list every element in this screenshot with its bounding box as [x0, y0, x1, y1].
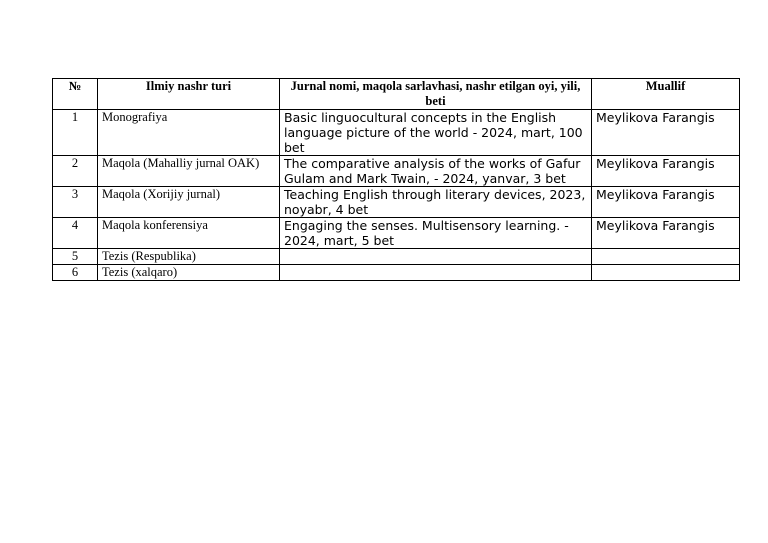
row-author	[592, 265, 740, 281]
row-number: 4	[53, 218, 98, 249]
header-number: №	[53, 79, 98, 110]
row-journal-title: Engaging the senses. Multisensory learning. - 2024, mart, 5 bet	[280, 218, 592, 249]
row-journal-title: The comparative analysis of the works of Gafur Gulam and Mark Twain, - 2024, yanvar, 3 bet	[280, 156, 592, 187]
row-number: 2	[53, 156, 98, 187]
header-journal-title: Jurnal nomi, maqola sarlavhasi, nashr etilgan oyi, yili, beti	[280, 79, 592, 110]
table-row	[53, 187, 740, 218]
row-publication-type: Maqola (Mahalliy jurnal OAK)	[98, 156, 280, 187]
publications-table	[52, 78, 740, 281]
row-author: Meylikova Farangis	[592, 156, 740, 187]
row-number: 6	[53, 265, 98, 281]
table-row	[53, 218, 740, 249]
header-publication-type: Ilmiy nashr turi	[98, 79, 280, 110]
row-author: Meylikova Farangis	[592, 187, 740, 218]
row-author: Meylikova Farangis	[592, 218, 740, 249]
table-header-row	[53, 79, 740, 110]
row-publication-type: Tezis (xalqaro)	[98, 265, 280, 281]
row-journal-title	[280, 249, 592, 265]
row-number: 1	[53, 110, 98, 156]
row-journal-title: Teaching English through literary devices, 2023, noyabr, 4 bet	[280, 187, 592, 218]
row-author	[592, 249, 740, 265]
header-author: Muallif	[592, 79, 740, 110]
row-publication-type: Tezis (Respublika)	[98, 249, 280, 265]
table-row	[53, 265, 740, 281]
row-journal-title	[280, 265, 592, 281]
row-number: 5	[53, 249, 98, 265]
row-publication-type: Maqola konferensiya	[98, 218, 280, 249]
row-publication-type: Maqola (Xorijiy jurnal)	[98, 187, 280, 218]
table-row	[53, 110, 740, 156]
table-row	[53, 156, 740, 187]
row-number: 3	[53, 187, 98, 218]
row-author: Meylikova Farangis	[592, 110, 740, 156]
row-publication-type: Monografiya	[98, 110, 280, 156]
row-journal-title: Basic linguocultural concepts in the English language picture of the world - 2024, mart, 100 bet	[280, 110, 592, 156]
table-row	[53, 249, 740, 265]
